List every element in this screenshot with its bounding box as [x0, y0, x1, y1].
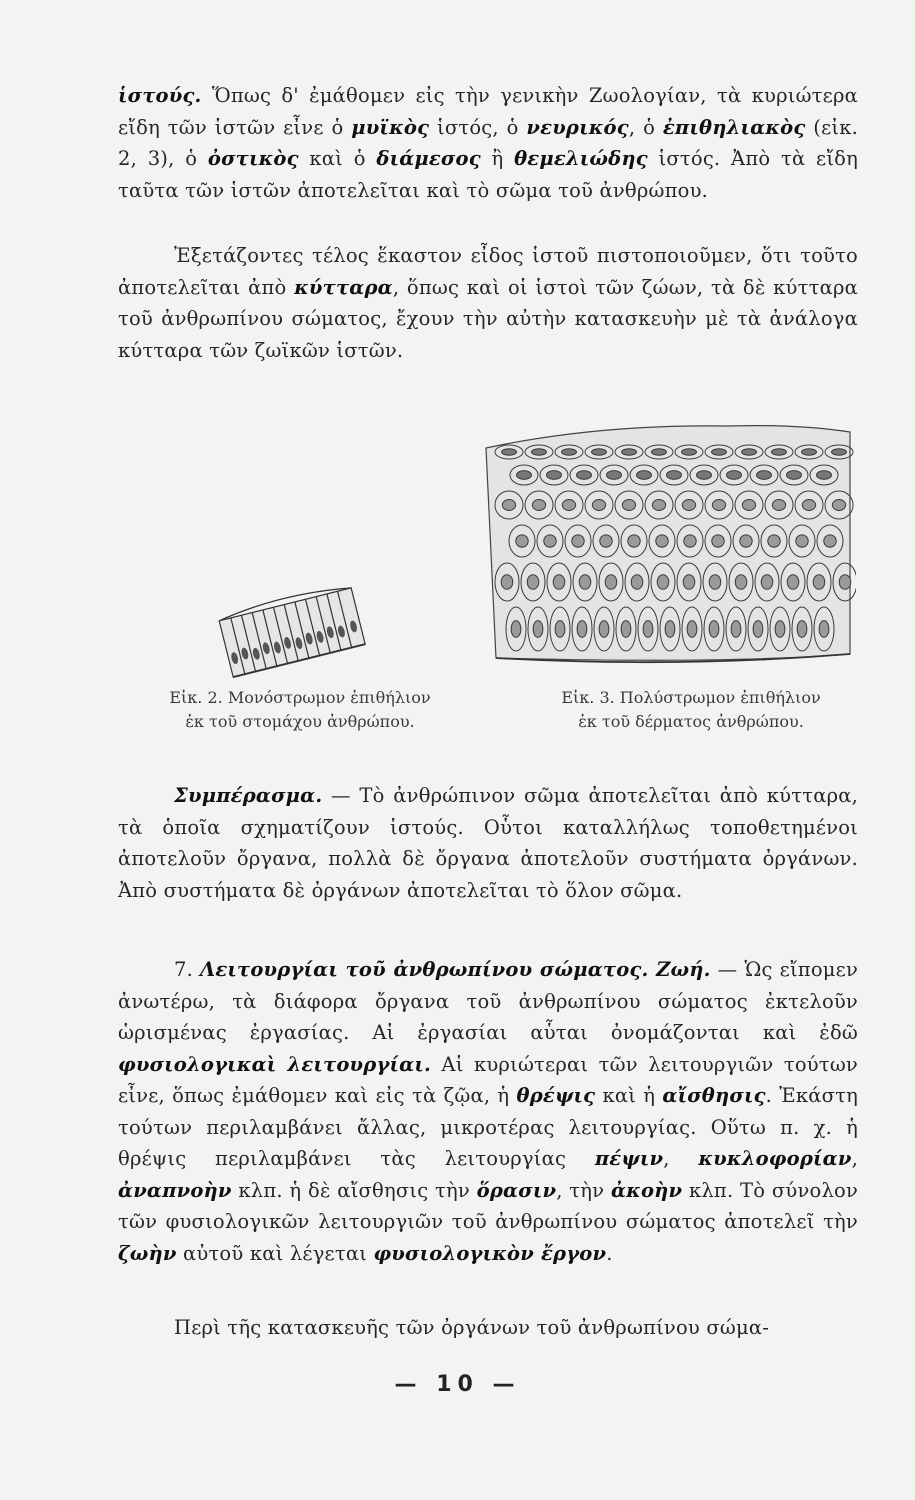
cell-nucleus: [622, 449, 637, 455]
cell-nucleus: [533, 621, 543, 638]
cell-nucleus: [631, 575, 643, 590]
text: . Ἑκάστη τούτων περιλαμβάνει ἄλλας, μικροτέρας λειτουργίας. Οὕτω π. χ. ἡ θρέψις περιλαμβάνει τὰς λειτουργίας: [118, 1084, 859, 1170]
cell-nucleus: [832, 449, 847, 455]
cell-nucleus: [502, 449, 517, 455]
term-threpsis: θρέψις: [516, 1084, 596, 1107]
text: αὐτοῦ καὶ λέγεται: [176, 1241, 374, 1265]
text: ἱστός, ὁ: [429, 115, 527, 139]
figure-stratified-epithelium: [478, 418, 856, 670]
paragraph-conclusion: [118, 780, 858, 906]
cell-nucleus: [652, 500, 665, 511]
cell-nucleus: [824, 535, 836, 547]
cell-nucleus: [727, 471, 742, 480]
cell-nucleus: [742, 500, 755, 511]
figure-2-caption-line-2: ἐκ τοῦ στομάχου ἀνθρώπου.: [185, 712, 415, 731]
text: — Ὡς εἴπομεν ἀνωτέρω, τὰ διάφορα ὄργανα τοῦ ἀνθρωπίνου σώματος ἐκτελοῦν ὡρισμένας ἐργασίας. Αἱ ἐργασίαι αὗται ὀνομάζονται καὶ ἐδῶ: [118, 958, 858, 1044]
cell-nucleus: [622, 500, 635, 511]
cell-nucleus: [687, 621, 697, 638]
cell-nucleus: [775, 621, 785, 638]
cell-nucleus: [772, 449, 787, 455]
term-physiologikon-ergon: φυσιολογικὸν ἔργον: [373, 1241, 607, 1265]
text: Αἱ κυριώτεραι τῶν λειτουργιῶν τούτων εἶνε, ὅπως ἐμάθομεν καὶ εἰς τὰ ζῷα, ἡ: [118, 1052, 858, 1107]
text: κλπ. ἡ δὲ αἴσθησις τὴν: [231, 1178, 477, 1202]
cell-nucleus: [682, 500, 695, 511]
section-number: 7.: [174, 958, 201, 981]
paragraph-tissue-types: [118, 80, 858, 206]
figure-simple-epithelium: [210, 582, 370, 682]
cell-nucleus: [511, 621, 521, 638]
cell-nucleus: [562, 449, 577, 455]
cell-nucleus: [577, 471, 592, 480]
cell-nucleus: [579, 575, 591, 590]
cell-nucleus: [683, 575, 695, 590]
cell-nucleus: [742, 449, 757, 455]
cell-nucleus: [768, 535, 780, 547]
cell-nucleus: [787, 575, 799, 590]
text: (εἰκ. 2, 3), ὁ: [118, 115, 858, 170]
text: ,: [663, 1147, 699, 1170]
term-themeliodis: θεμελιώδης: [514, 147, 648, 170]
term-epithiliakos: ἐπιθηλιακὸς: [662, 115, 806, 139]
term-pepsin: πέψιν: [594, 1147, 664, 1170]
term-aisthisis: αἴσθησις: [662, 1084, 766, 1107]
cell-nucleus: [527, 575, 539, 590]
cell-nucleus: [652, 449, 667, 455]
cell-nucleus: [555, 621, 565, 638]
cell-nucleus: [712, 500, 725, 511]
cell-nucleus: [712, 535, 724, 547]
cell-nucleus: [621, 621, 631, 638]
cell-nucleus: [757, 471, 772, 480]
figure-3-caption-line-1: Εἰκ. 3. Πολύστρωμον ἐπιθήλιον: [561, 688, 821, 707]
cell-nucleus: [547, 471, 562, 480]
heading-symperasma: Συμπέρασμα.: [174, 784, 323, 807]
cell-nucleus: [697, 471, 712, 480]
cell-nucleus: [657, 575, 669, 590]
cell-nucleus: [577, 621, 587, 638]
paragraph-cells: [118, 240, 858, 366]
cell-nucleus: [502, 500, 515, 511]
cell-nucleus: [643, 621, 653, 638]
page-number: — 10 —: [394, 1372, 521, 1397]
cell-nucleus: [592, 449, 607, 455]
term-diamesos: διάμεσος: [376, 147, 481, 170]
cell-nucleus: [592, 500, 605, 511]
term-neurikos: νευρικός: [526, 115, 629, 139]
cell-nucleus: [667, 471, 682, 480]
text: Ἐξετάζοντες τέλος ἕκαστον εἶδος ἱστοῦ πιστοποιοῦμεν, ὅτι τοῦτο ἀποτελεῖται ἀπὸ: [118, 244, 858, 299]
term-kykloforian: κυκλοφορίαν: [698, 1147, 852, 1170]
cell-nucleus: [772, 500, 785, 511]
cell-nucleus: [665, 621, 675, 638]
figure-3-caption: [506, 686, 876, 734]
section-heading-functions: Λειτουργίαι τοῦ ἀνθρωπίνου σώματος. Ζωή.: [200, 958, 711, 981]
cell-nucleus: [553, 575, 565, 590]
term-istous: ἱστούς.: [118, 84, 202, 107]
cell-nucleus: [839, 575, 851, 590]
text: καὶ ὁ: [298, 147, 377, 170]
text: ἱστός. Ἀπὸ τὰ εἴδη ταῦτα τῶν ἱστῶν ἀποτελεῖται καὶ τὸ σῶμα τοῦ ἀνθρώπου.: [118, 147, 858, 202]
cell-nucleus: [572, 535, 584, 547]
term-kyttara: κύτταρα: [294, 275, 393, 299]
cell-nucleus: [637, 471, 652, 480]
cell-nucleus: [797, 621, 807, 638]
cell-nucleus: [544, 535, 556, 547]
cell-nucleus: [731, 621, 741, 638]
cell-nucleus: [684, 535, 696, 547]
text: , ὁ: [628, 115, 663, 139]
cell-nucleus: [562, 500, 575, 511]
cell-nucleus: [709, 621, 719, 638]
cell-nucleus: [832, 500, 845, 511]
cell-nucleus: [501, 575, 513, 590]
term-zoin: ζωὴν: [118, 1241, 177, 1265]
term-akoin: ἀκοὴν: [610, 1178, 683, 1202]
cell-nucleus: [532, 449, 547, 455]
cell-nucleus: [761, 575, 773, 590]
cell-nucleus: [753, 621, 763, 638]
cell-nucleus: [709, 575, 721, 590]
cell-nucleus: [802, 500, 815, 511]
text: ,: [851, 1147, 858, 1170]
term-anapnoin: ἀναπνοὴν: [118, 1178, 232, 1202]
cell-nucleus: [600, 535, 612, 547]
text: Ὅπως δ' ἐμάθομεν εἰς τὴν γενικὴν Ζωολογίαν, τὰ κυριώτερα εἴδη τῶν ἱστῶν εἶνε ὁ: [118, 84, 858, 139]
cell-nucleus: [628, 535, 640, 547]
text: ἢ: [480, 147, 515, 170]
cell-nucleus: [740, 535, 752, 547]
cell-nucleus: [787, 471, 802, 480]
figure-2-caption-line-1: Εἰκ. 2. Μονόστρωμον ἐπιθήλιον: [169, 688, 431, 707]
cell-nucleus: [802, 449, 817, 455]
term-myikos: μυϊκὸς: [351, 115, 430, 139]
text: .: [606, 1241, 613, 1265]
cell-nucleus: [682, 449, 697, 455]
cell-nucleus: [813, 575, 825, 590]
cell-nucleus: [819, 621, 829, 638]
paragraph-organs-structure: [118, 1312, 858, 1344]
cell-nucleus: [656, 535, 668, 547]
cell-nucleus: [817, 471, 832, 480]
text: , τὴν: [556, 1178, 611, 1202]
text: Περὶ τῆς κατασκευῆς τῶν ὀργάνων τοῦ ἀνθρωπίνου σώμα-: [174, 1316, 770, 1339]
figure-2-caption: [135, 686, 465, 734]
paragraph-functions: [118, 954, 858, 1269]
cell-nucleus: [712, 449, 727, 455]
cell-nucleus: [517, 471, 532, 480]
cell-nucleus: [735, 575, 747, 590]
term-ostikos: ὀστικὸς: [207, 147, 299, 170]
term-orasin: ὅρασιν: [476, 1178, 557, 1202]
cell-nucleus: [605, 575, 617, 590]
text: κλπ. Τὸ σύνολον τῶν φυσιολογικῶν λειτουργιῶν τοῦ ἀνθρωπίνου σώματος ἀποτελεῖ τὴν: [118, 1178, 858, 1233]
cell-nucleus: [796, 535, 808, 547]
text: , ὅπως καὶ οἱ ἱστοὶ τῶν ζώων, τὰ δὲ κύτταρα τοῦ ἀνθρωπίνου σώματος, ἔχουν τὴν αὐτὴν κατασκευὴν μὲ τὰ ἀνάλογα κύτταρα τῶν ζωϊκῶν ἱστῶν.: [118, 275, 858, 362]
figure-3-caption-line-2: ἐκ τοῦ δέρματος ἀνθρώπου.: [578, 712, 804, 731]
text: — Τὸ ἀνθρώπινον σῶμα ἀποτελεῖται ἀπὸ κύτταρα, τὰ ὁποῖα σχηματίζουν ἱστούς. Οὗτοι καταλλήλως τοποθετημένοι ἀποτελοῦν ὄργανα, πολλὰ δὲ ὄργανα ἀποτελοῦν συστήματα ὀργάνων. Ἀπὸ συστήματα δὲ ὀργάνων ἀποτελεῖται τὸ ὅλον σῶμα.: [118, 784, 858, 902]
cell-nucleus: [516, 535, 528, 547]
text: καὶ ἡ: [595, 1084, 663, 1107]
term-physiologikai-leitourgiai: φυσιολογικαὶ λειτουργίαι.: [118, 1052, 431, 1076]
cell-nucleus: [607, 471, 622, 480]
cell-nucleus: [532, 500, 545, 511]
cell-nucleus: [599, 621, 609, 638]
